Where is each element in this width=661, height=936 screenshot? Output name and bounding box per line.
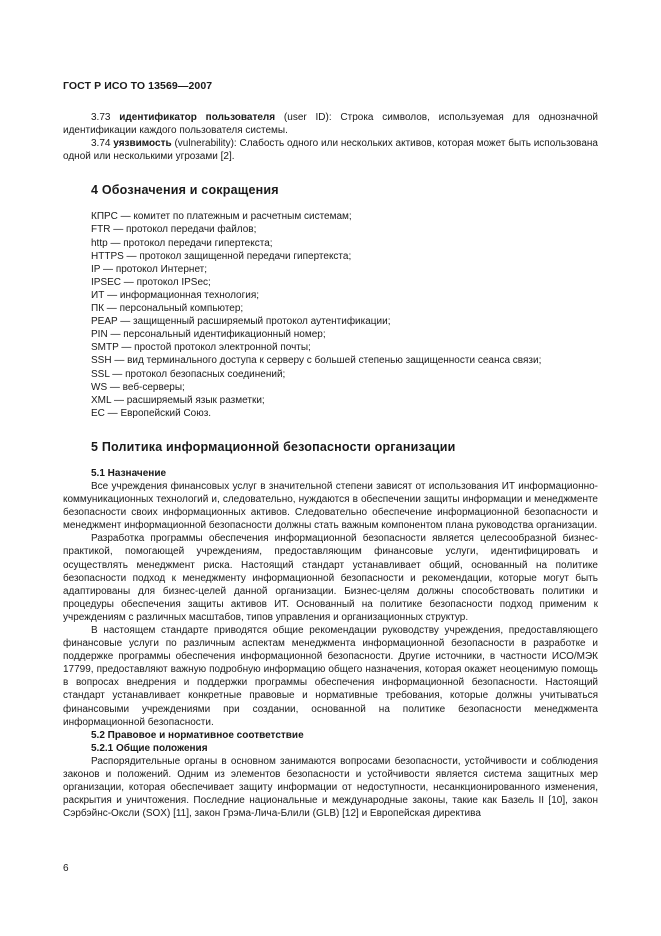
paragraph: Распорядительные органы в основном занимаются вопросами безопасности, устойчивости и соблюдения законов и положений. Одним из элементов безопасности и устойчивости является система защитных мер организации, которая обеспечивает защиту информации от недоступности, несанкционированного изменения, раскрытия и уничтожения. Последние национальные и международные законы, такие как Базель II [10], закон Сэрбэйнс-Оксли (SOX) [11], закон Грэма-Лича-Блили (GLB) [12] и Европейская директива <box>63 755 598 820</box>
list-item: PEAP — защищенный расширяемый протокол аутентификации; <box>91 316 391 328</box>
paragraph: В настоящем стандарте приводятся общие рекомендации руководству учреждения, предоставляющего финансовые услуги по различным аспектам менеджмента информационной безопасности в разработке и поддержке программы обеспечения информационной безопасности. Другие источники, в частности ИСО/МЭК 17799, предоставляют важную подробную информацию общего назначения, которая окажет неоценимую помощь в вопросах внедрения и поддержки программы обеспечения информационной безопасности. Настоящий стандарт устанавливает конкретные правовые и нормативные требования, которые должны учитываться финансовыми учреждениями при создании, основанной на политике безопасности менеджмента информационной безопасности. <box>63 625 598 728</box>
section-5-title: 5 Политика информационной безопасности организации <box>91 439 456 454</box>
list-item: SSL — протокол безопасных соединений; <box>91 368 286 380</box>
definition-text: (user ID): Строка символов, используемая для однозначной идентификации каждого пользователя системы. <box>63 112 599 137</box>
list-item: ЕС — Европейский Союз. <box>91 407 212 419</box>
page-content <box>63 111 598 820</box>
list-item: FTR — протокол передачи файлов; <box>91 224 257 236</box>
list-item: XML — расширяемый язык разметки; <box>91 394 265 406</box>
subsection-5-1-title: 5.1 Назначение <box>91 467 167 479</box>
definition-text: (vulnerability): Слабость одного или нескольких активов, которая может быть использована одной или несколькими угрозами [2]. <box>63 138 598 163</box>
list-item: КПРС — комитет по платежным и расчетным системам; <box>91 211 352 223</box>
list-item: ИТ — информационная технология; <box>91 289 260 301</box>
list-item: HTTPS — протокол защищенной передачи гипертекста; <box>91 250 352 262</box>
definition-3-74 <box>63 137 598 163</box>
list-item: WS — веб-серверы; <box>91 381 185 393</box>
standard-code-header: ГОСТ Р ИСО ТО 13569—2007 <box>63 80 213 92</box>
list-item: IPSEC — протокол IPSec; <box>91 276 211 288</box>
section-4-title: 4 Обозначения и сокращения <box>91 183 279 198</box>
page-number: 6 <box>63 863 69 874</box>
list-item: http — протокол передачи гипертекста; <box>91 237 273 249</box>
definition-term: идентификатор пользователя <box>119 112 276 123</box>
list-item: ПК — персональный компьютер; <box>91 303 244 315</box>
list-item: SMTP — простой протокол электронной почты; <box>91 342 311 354</box>
definition-number: 3.74 <box>91 138 111 150</box>
definition-term: уязвимость <box>113 138 172 150</box>
list-item: SSH — вид терминального доступа к серверу с большей степенью защищенности сеанса связи; <box>91 355 542 367</box>
definition-3-73 <box>63 111 598 137</box>
subsection-5-2-title: 5.2 Правовое и нормативное соответствие <box>91 729 304 741</box>
definition-number: 3.73 <box>91 112 111 123</box>
abbreviation-list <box>63 210 598 420</box>
list-item: IP — протокол Интернет; <box>91 263 208 275</box>
paragraph: Все учреждения финансовых услуг в значительной степени зависят от использования ИТ информационно-коммуникационных технологий и, следовательно, нуждаются в обеспечении защиты информации и менеджменте безопасности своих информационных активов. Следовательно обеспечение информационной безопасности и менеджмент информационной безопасности должны стать важным компонентом плана руководства организации. <box>63 480 598 532</box>
list-item: PIN — персональный идентификационный номер; <box>91 329 326 341</box>
paragraph: Разработка программы обеспечения информационной безопасности является целесообразной бизнес-практикой, помогающей учреждениям, предоставляющим финансовые услуги, идентифицировать и осуществлять менеджмент риска. Настоящий стандарт устанавливает общий, основанный на политике безопасности подход к менеджменту информационной безопасности и рекомендации, которые могут быть адаптированы для бизнес-целей данной организации. Бизнес-целям должны способствовать политики и процедуры обеспечения защиты активов ИТ. Основанный на политике безопасности подход применим к учреждениям с различных масштабов, типов управления и организационных структур. <box>63 533 598 623</box>
subsection-5-2-1-title: 5.2.1 Общие положения <box>91 742 208 754</box>
